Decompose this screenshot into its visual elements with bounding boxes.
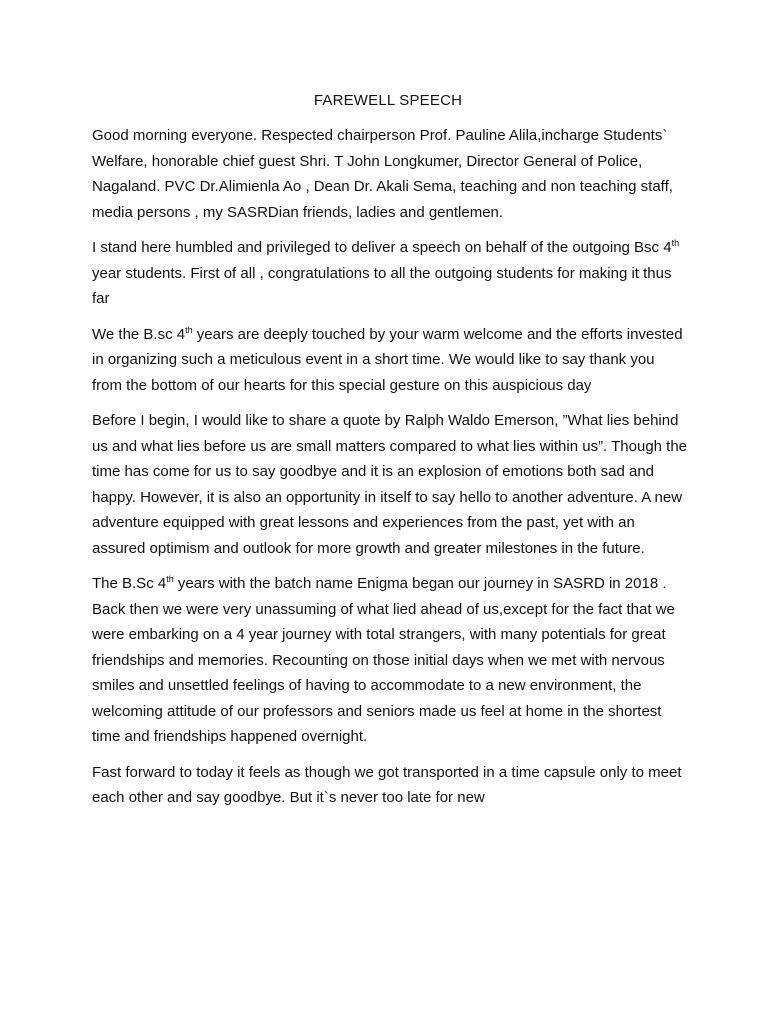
- paragraph: [92, 571, 688, 750]
- paragraph-text: Fast forward to today it feels as though we got transported in a time capsule only to meet each other and say goodbye. But it`s never too late for new: [92, 763, 682, 806]
- paragraph-text: We the B.sc 4: [92, 325, 186, 343]
- paragraph: [92, 123, 688, 225]
- paragraph: [92, 235, 688, 312]
- ordinal-suffix: th: [185, 324, 193, 335]
- paragraph-text: I stand here humbled and privileged to deliver a speech on behalf of the outgoing Bsc 4: [92, 239, 672, 256]
- ordinal-suffix: th: [166, 574, 174, 584]
- paragraph-text: Before I begin, I would like to share a quote by Ralph Waldo Emerson, ”What lies behind us and what lies before us are small matters compared to what lies within us”. Though the time has come for us to say goodbye and it is an explosion of emotions both sad and happy. However, it is also an opportunity in itself to say hello to another adventure. A new adventure equipped with great lessons and experiences from the past, yet with an assured optimism and outlook for more growth and greater milestones in the future.: [92, 412, 688, 557]
- paragraph-text: years with the batch name Enigma began our journey in SASRD in 2018 . Back then we were very unassuming of what lied ahead of us,except for the fact that we were embarking on a 4 year journey with total strangers, with many potentials for great friendships and memories. Recounting on those initial days when we met with nervous smiles and unsettled feelings of having to accommodate to a new environment, the welcoming attitude of our professors and seniors made us feel at home in the shortest time and friendships happened overnight.: [92, 575, 675, 745]
- document-body: [92, 123, 688, 811]
- paragraph-text: year students. First of all , congratulations to all the outgoing students for making it thus far: [92, 264, 672, 307]
- ordinal-suffix: th: [671, 238, 680, 248]
- paragraph: [92, 322, 688, 399]
- paragraph-text: years are deeply touched by your warm welcome and the efforts invested in organizing such a meticulous event in a short time. We would like to say thank you from the bottom of our hearts for this special gesture on this auspicious day: [92, 325, 683, 394]
- paragraph-text: The B.Sc 4: [92, 575, 167, 592]
- paragraph: [92, 408, 688, 561]
- paragraph-text: Good morning everyone. Respected chairperson Prof. Pauline Alila,incharge Students` Welfare, honorable chief guest Shri. T John Longkumer, Director General of Police, Nagaland. PVC Dr.Alimienla Ao , Dean Dr. Akali Sema, teaching and non teaching staff, media persons , my SASRDian friends, ladies and gentlemen.: [92, 127, 673, 221]
- page-title: FAREWELL SPEECH: [313, 92, 463, 109]
- paragraph: [92, 760, 688, 811]
